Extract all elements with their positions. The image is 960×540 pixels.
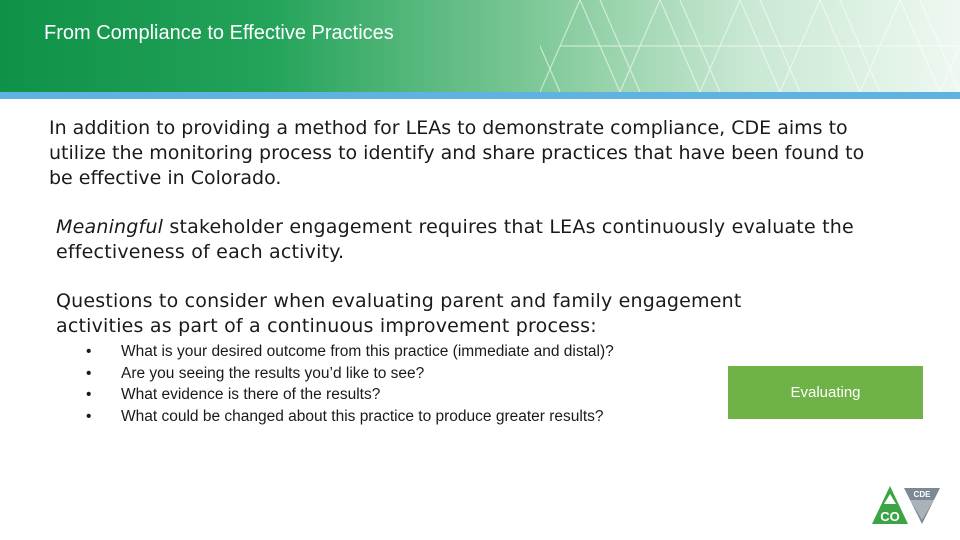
evaluating-badge: Evaluating [728,366,923,419]
questions-intro: Questions to consider when evaluating parent and family engagement activities as part of a continuous improvement process: [56,290,742,337]
question-text: What is your desired outcome from this practice (immediate and distal)? [121,343,614,360]
questions-list [86,341,726,427]
bullet-icon: • [86,386,92,403]
engagement-emphasis: Meaningful [56,216,164,238]
logo-co-text: CO [880,509,900,524]
list-item [86,341,726,363]
intro-paragraph: In addition to providing a method for LEAs to demonstrate compliance, CDE aims to utilize the monitoring process to identify and share practices that have been found to be effective in Colorado. [49,117,865,189]
question-text: What could be changed about this practice to produce greater results? [121,407,604,425]
bullet-icon: • [86,364,92,382]
list-item [86,384,726,406]
question-text: What evidence is there of the results? [121,386,381,403]
header-banner [0,0,960,92]
page-title: From Compliance to Effective Practices [44,22,394,44]
list-item [86,406,726,428]
triangle-pattern [540,0,960,92]
logo-cde-text: CDE [913,490,931,499]
engagement-paragraph [56,215,896,265]
engagement-text: stakeholder engagement requires that LEAs continuously evaluate the effectiveness of each activity. [56,216,854,263]
list-item [86,363,726,385]
bullet-icon: • [86,407,92,425]
cde-colorado-logo [870,484,944,526]
bullet-icon: • [86,343,92,360]
question-text: Are you seeing the results you’d like to see? [121,364,425,382]
accent-bar [0,92,960,99]
